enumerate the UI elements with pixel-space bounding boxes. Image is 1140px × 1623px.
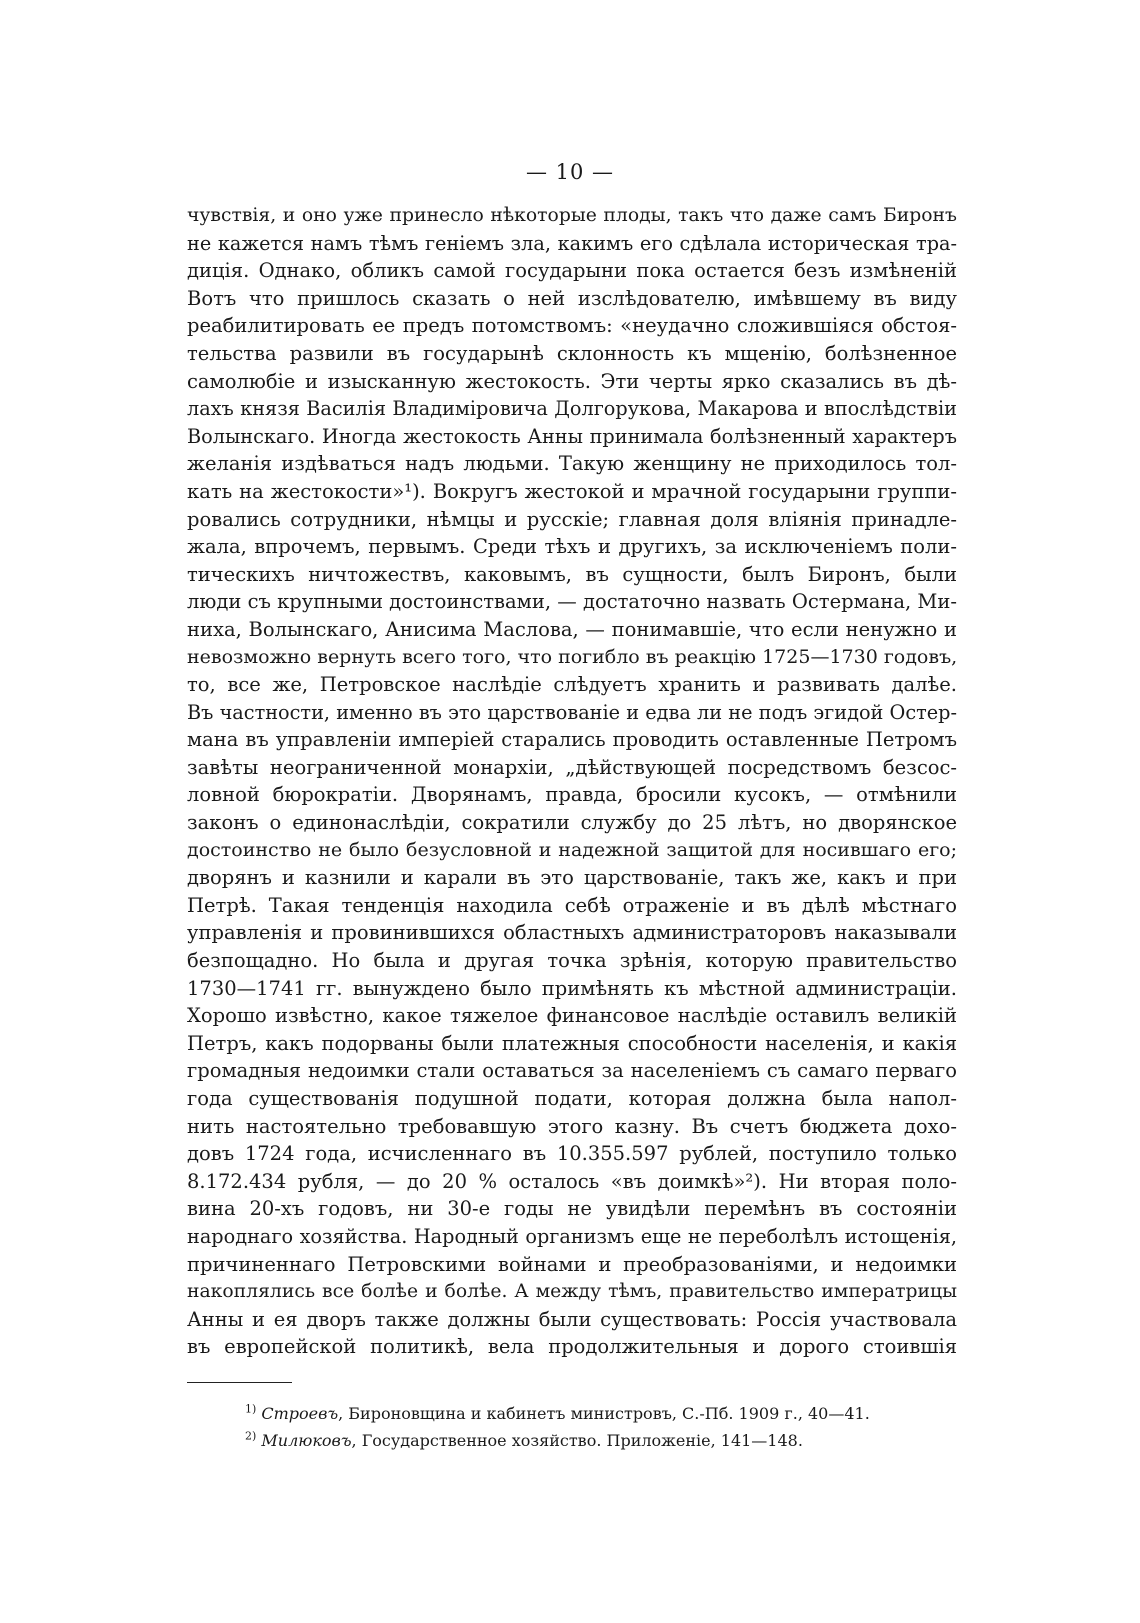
text-line: самолюбіе и изысканную жестокость. Эти черты ярко сказались въ дѣ- — [187, 369, 957, 393]
text-line: нить настоятельно требовавшую этого казну. Въ счетъ бюджета дохо- — [187, 1114, 957, 1138]
text-line: ловной бюрократіи. Дворянамъ, правда, бросили кусокъ, — отмѣнили — [187, 783, 957, 807]
text-line: накоплялись все болѣе и болѣе. А между тѣмъ, правительство императрицы — [187, 1281, 957, 1303]
footnote-2 — [245, 1427, 925, 1454]
text-line: Петръ, какъ подорваны были платежныя способности населенія, и какія — [187, 1031, 957, 1055]
footnote-author: Милюковъ — [261, 1431, 352, 1450]
text-line: народнаго хозяйства. Народный организмъ еще не переболѣлъ истощенія, — [187, 1224, 957, 1248]
footnote-marker: 2) — [245, 1429, 257, 1443]
text-line: желанія издѣваться надъ людьми. Такую женщину не приходилось тол- — [187, 452, 957, 476]
text-line: безпощадно. Но была и другая точка зрѣнія, которую правительство — [187, 949, 957, 973]
text-line: Вотъ что пришлось сказать о ней изслѣдователю, имѣвшему въ виду — [187, 286, 957, 310]
text-line: чувствія, и оно уже принесло нѣкоторые плоды, такъ что даже самъ Биронъ — [187, 205, 957, 226]
text-line: Въ частности, именно въ это царствованіе и едва ли не подъ эгидой Остер- — [187, 700, 957, 724]
text-line: довъ 1724 года, исчисленнаго въ 10.355.597 рублей, поступило только — [187, 1142, 957, 1166]
footnote-text: , Государственное хозяйство. Приложеніе, 141—148. — [351, 1431, 803, 1450]
text-line: достоинство не было безусловной и надежной защитой для носившаго его; — [187, 838, 957, 861]
text-line: ровались сотрудники, нѣмцы и русскіе; главная доля вліянія принадле- — [187, 507, 957, 531]
footnote-text: , Бироновщина и кабинетъ министровъ, С.-Пб. 1909 г., 40—41. — [338, 1404, 870, 1423]
text-line: громадныя недоимки стали оставаться за населеніемъ съ самаго перваго — [187, 1059, 957, 1083]
footnote-author: Строевъ — [261, 1404, 339, 1423]
text-line: завѣты неограниченной монархіи, „дѣйствующей посредствомъ безсос- — [187, 755, 957, 779]
text-line: тельства развили въ государынѣ склонность къ мщенію, болѣзненное — [187, 341, 957, 365]
text-line: реабилитировать ее предъ потомствомъ: «неудачно сложившіяся обстоя- — [187, 314, 957, 338]
text-line: Петрѣ. Такая тенденція находила себѣ отраженіе и въ дѣлѣ мѣстнаго — [187, 893, 957, 917]
footnote-separator — [187, 1382, 292, 1383]
text-line: то, все же, Петровское наслѣдіе слѣдуетъ хранить и развивать далѣе. — [187, 673, 957, 697]
page-number: — 10 — — [525, 160, 615, 184]
text-line: мана въ управленіи имперіей старались проводить оставленные Петромъ — [187, 728, 957, 752]
text-line: невозможно вернуть всего того, что погибло въ реакцію 1725—1730 годовъ, — [187, 645, 957, 668]
text-line: люди съ крупными достоинствами, — достаточно назвать Остермана, Ми- — [187, 590, 957, 614]
text-line: законъ о единонаслѣдіи, сократили службу до 25 лѣтъ, но дворянское — [187, 811, 957, 835]
footnotes — [245, 1400, 925, 1454]
text-line: управленія и провинившихся областныхъ администраторовъ наказывали — [187, 921, 957, 945]
text-line: жала, впрочемъ, первымъ. Среди тѣхъ и другихъ, за исключеніемъ поли- — [187, 535, 957, 559]
text-line: причиненнаго Петровскими войнами и преобразованіями, и недоимки — [187, 1252, 957, 1276]
text-line: въ европейской политикѣ, вела продолжительныя и дорого стоившія — [187, 1335, 957, 1359]
text-line: ниха, Волынскаго, Анисима Маслова, — понимавшіе, что если ненужно и — [187, 617, 957, 641]
footnote-marker: 1) — [245, 1402, 257, 1416]
text-line: вина 20-хъ годовъ, ни 30-е годы не увидѣли перемѣнъ въ состояніи — [187, 1197, 957, 1221]
text-line: 1730—1741 гг. вынуждено было примѣнять къ мѣстной администраціи. — [187, 976, 957, 1000]
text-line: 8.172.434 рубля, — до 20 % осталось «въ доимкѣ»²). Ни вторая поло- — [187, 1169, 957, 1193]
text-line: лахъ князя Василія Владиміровича Долгорукова, Макарова и впослѣдствіи — [187, 397, 957, 421]
text-line: тическихъ ничтожествъ, каковымъ, въ сущности, былъ Биронъ, были — [187, 562, 957, 586]
text-line: Анны и ея дворъ также должны были существовать: Россія участвовала — [187, 1307, 957, 1331]
text-line: Волынскаго. Иногда жестокость Анны принимала болѣзненный характеръ — [187, 424, 957, 448]
text-line: не кажется намъ тѣмъ геніемъ зла, какимъ его сдѣлала историческая тра- — [187, 231, 957, 255]
text-line: Хорошо извѣстно, какое тяжелое финансовое наслѣдіе оставилъ великій — [187, 1004, 957, 1028]
footnote-1 — [245, 1400, 925, 1427]
text-line: года существованія подушной подати, которая должна была напол- — [187, 1087, 957, 1110]
text-line: кать на жестокости»¹). Вокругъ жестокой и мрачной государыни группи- — [187, 479, 957, 503]
text-line: дворянъ и казнили и карали въ это царствованіе, такъ же, какъ и при — [187, 866, 957, 890]
text-line: диція. Однако, обликъ самой государыни пока остается безъ измѣненій — [187, 259, 957, 283]
body-text — [187, 202, 957, 1361]
